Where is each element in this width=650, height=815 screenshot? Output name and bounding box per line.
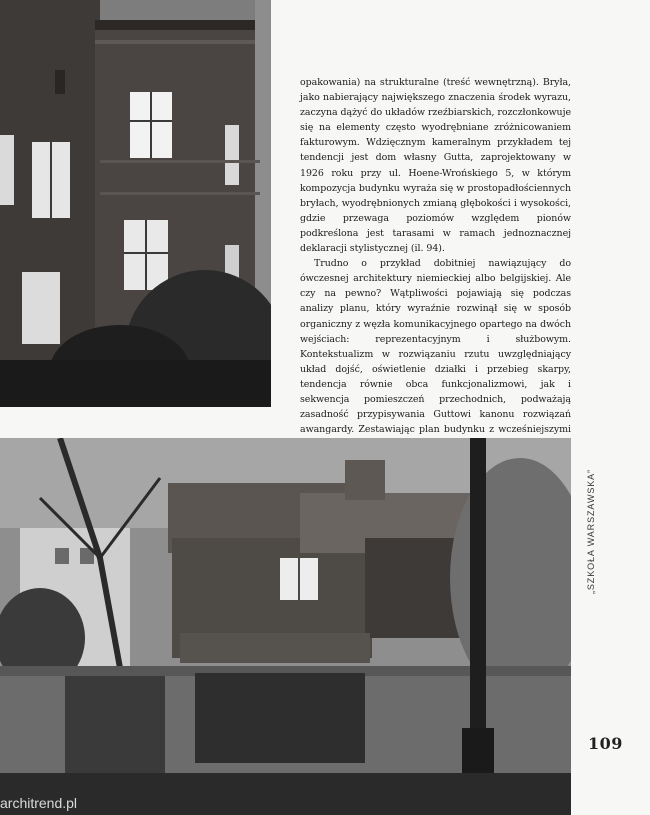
photo-wooden-house [0,438,571,815]
page-number: 109 [588,734,623,753]
watermark: architrend.pl [0,795,78,811]
photo-brick-building [0,0,271,407]
section-label: „SZKOŁA WARSZAWSKA” [586,469,596,594]
paragraph: opakowania) na strukturalne (treść wewnętrzną). Bryła, jako nabierający największego znaczenia środek wyrazu, zaczyna dążyć do układów rzeźbiarskich, rozczłonkowuje się na elementy często wyodrębniane zróżnicowaniem fakturowym. Wdzięcznym kameralnym przykładem tej tendencji jest dom własny Gutta, zaprojektowany w 1926 roku przy ul. Hoene-Wrońskiego 5, w którym kompozycja budynku wyraża się w prostopadłościennych bryłach, wyodrębnionych zmianą głębokości i wysokości, gdzie przewaga poziomów względem pionów podkreślona jest tarasami w ramach jednoznacznej deklaracji stylistycznej (il. 94). [300,77,571,255]
paragraph: Trudno o przykład dobitniej nawiązujący do ówczesnej architektury niemieckiej albo belgijskiej. Ale czy na pewno? Wątpliwości pojawiają się podczas analizy planu, który wyraźnie rozwinął się w sposób organiczny z węzła komunikacyjnego opartego na dwóch wejściach: reprezentacyjnym i służbowym. Kontekstualizm w rozwiązaniu rzutu uwzględniający układ dojść, oświetlenie działki i przebieg skarpy, tendencja równie obca funkcjonalizmowi, jak i sekwencja pomieszczeń przechodnich, podważają zasadność przypisywania Guttowi kanonu rozwiązań awangardy. Zestawiając plan budynku z wcześniejszymi [300,258,571,436]
